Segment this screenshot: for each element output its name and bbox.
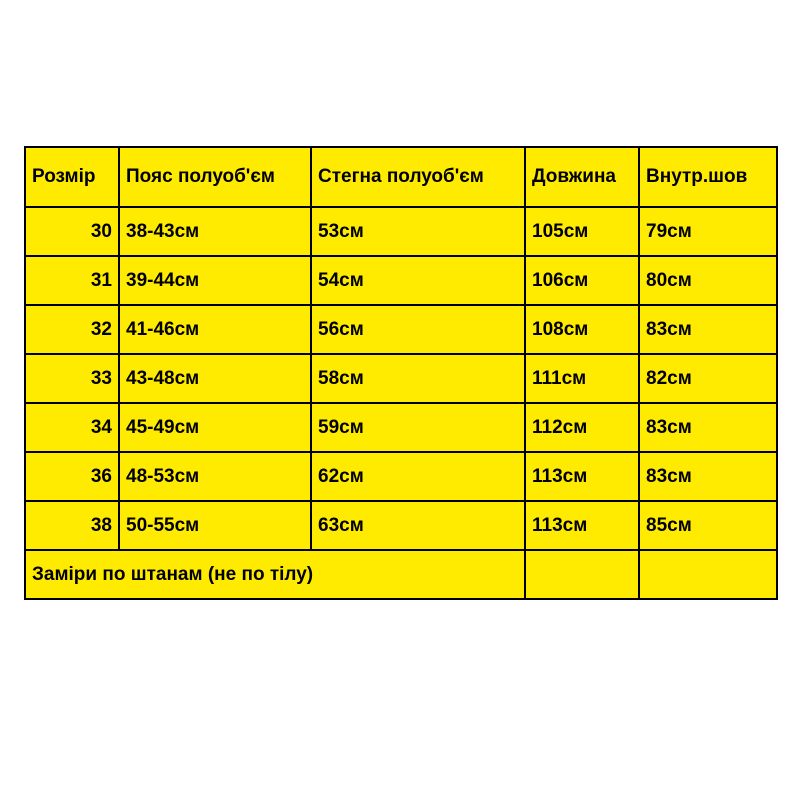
cell-inseam: 79см: [639, 207, 777, 256]
cell-hips: 58см: [311, 354, 525, 403]
cell-hips: 63см: [311, 501, 525, 550]
table-row: [25, 403, 777, 452]
cell-waist: 48-53см: [119, 452, 311, 501]
cell-hips: 56см: [311, 305, 525, 354]
cell-inseam: 83см: [639, 403, 777, 452]
cell-length: 106см: [525, 256, 639, 305]
cell-size: 33: [25, 354, 119, 403]
cell-size: 34: [25, 403, 119, 452]
cell-waist: 45-49см: [119, 403, 311, 452]
footer-blank-cell-inseam: [639, 550, 777, 599]
column-header-waist: Пояс полуоб'єм: [119, 147, 311, 207]
cell-hips: 54см: [311, 256, 525, 305]
cell-inseam: 83см: [639, 452, 777, 501]
table-row: [25, 501, 777, 550]
table-row: [25, 305, 777, 354]
cell-inseam: 82см: [639, 354, 777, 403]
table-body: [25, 207, 777, 599]
size-chart-container: [24, 146, 776, 600]
cell-hips: 62см: [311, 452, 525, 501]
column-header-hips: Стегна полуоб'єм: [311, 147, 525, 207]
cell-waist: 38-43см: [119, 207, 311, 256]
cell-size: 36: [25, 452, 119, 501]
footer-blank-cell-length: [525, 550, 639, 599]
cell-inseam: 85см: [639, 501, 777, 550]
table-row: [25, 354, 777, 403]
table-header-row: [25, 147, 777, 207]
cell-waist: 50-55см: [119, 501, 311, 550]
cell-waist: 41-46см: [119, 305, 311, 354]
cell-size: 38: [25, 501, 119, 550]
column-header-size: Розмір: [25, 147, 119, 207]
cell-size: 32: [25, 305, 119, 354]
cell-length: 111см: [525, 354, 639, 403]
table-header: [25, 147, 777, 207]
cell-hips: 59см: [311, 403, 525, 452]
cell-length: 108см: [525, 305, 639, 354]
table-row: [25, 256, 777, 305]
cell-size: 31: [25, 256, 119, 305]
table-footer-row: [25, 550, 777, 599]
cell-length: 113см: [525, 452, 639, 501]
table-row: [25, 452, 777, 501]
table-row: [25, 207, 777, 256]
cell-length: 112см: [525, 403, 639, 452]
cell-waist: 43-48см: [119, 354, 311, 403]
column-header-length: Довжина: [525, 147, 639, 207]
cell-length: 105см: [525, 207, 639, 256]
column-header-inseam: Внутр.шов: [639, 147, 777, 207]
cell-hips: 53см: [311, 207, 525, 256]
cell-length: 113см: [525, 501, 639, 550]
size-chart-table: [24, 146, 778, 600]
cell-inseam: 80см: [639, 256, 777, 305]
cell-size: 30: [25, 207, 119, 256]
measurement-note: Заміри по штанам (не по тілу): [25, 550, 525, 599]
cell-inseam: 83см: [639, 305, 777, 354]
cell-waist: 39-44см: [119, 256, 311, 305]
